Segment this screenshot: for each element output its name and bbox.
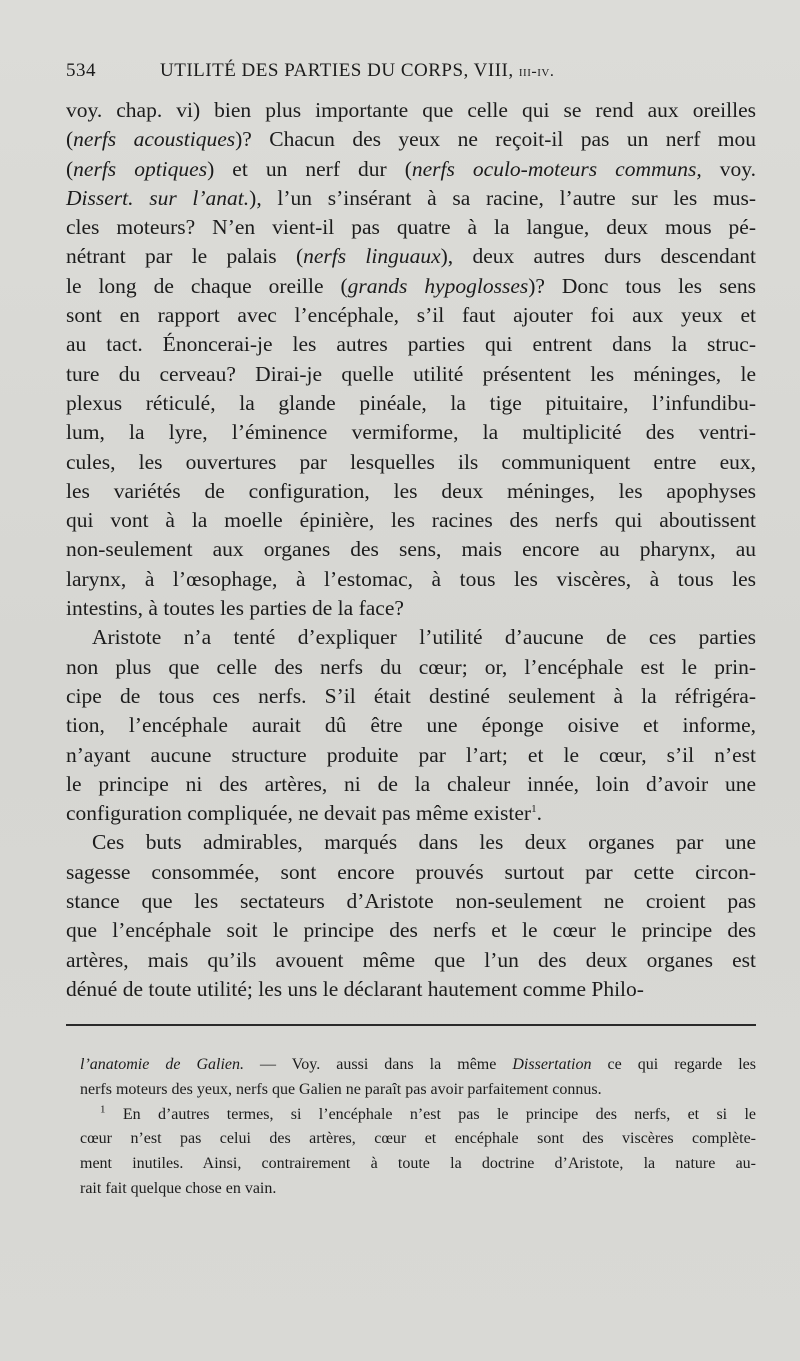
body-line bbox=[66, 448, 756, 477]
text-run: plexus réticulé, la glande pinéale, la tige pituitaire, l’infundibu- bbox=[66, 390, 756, 415]
page-number: 534 bbox=[66, 60, 96, 81]
body-line bbox=[66, 653, 756, 682]
footnotes-line bbox=[80, 1053, 756, 1078]
running-title-roman: iii-iv. bbox=[518, 63, 555, 80]
footnotes-line bbox=[80, 1127, 756, 1152]
italic-text: nerfs linguaux bbox=[303, 244, 441, 269]
text-run: lum, la lyre, l’éminence vermiforme, la multiplicité des ventri- bbox=[66, 420, 756, 445]
text-run: sont en rapport avec l’encéphale, s’il faut ajouter foi aux yeux et bbox=[66, 303, 756, 328]
text-run: ce qui regarde les bbox=[591, 1056, 756, 1073]
body-line bbox=[66, 858, 756, 887]
text-run: larynx, à l’œsophage, à l’estomac, à tous les viscères, à tous les bbox=[66, 566, 756, 591]
main-text bbox=[66, 96, 756, 1004]
body-line bbox=[66, 741, 756, 770]
text-run: stance que les sectateurs d’Aristote non-seulement ne croient pas bbox=[66, 889, 756, 914]
running-title bbox=[160, 60, 554, 82]
footnotes-line bbox=[80, 1103, 756, 1128]
text-run: les variétés de configuration, les deux méninges, les apophyses bbox=[66, 478, 756, 503]
body-line bbox=[66, 360, 756, 389]
italic-text: Dissert. sur l’anat. bbox=[66, 185, 250, 210]
text-run: ), deux autres durs descendant bbox=[440, 244, 756, 269]
text-run: le long de chaque oreille ( bbox=[66, 273, 348, 298]
text-run: ( bbox=[66, 156, 74, 181]
text-run: que l’encéphale soit le principe des nerfs et le cœur le principe des bbox=[66, 918, 756, 943]
body-line bbox=[66, 711, 756, 740]
text-run: rait fait quelque chose en vain. bbox=[80, 1179, 277, 1197]
body-line bbox=[66, 418, 756, 447]
text-run: voy. bbox=[701, 156, 757, 181]
body-line bbox=[66, 916, 756, 945]
body-line bbox=[66, 887, 756, 916]
footnote-marker: 1 bbox=[100, 1103, 106, 1116]
body-line bbox=[66, 125, 756, 154]
italic-text: l’anatomie de Galien. bbox=[80, 1056, 245, 1073]
text-run: Aristote n’a tenté d’expliquer l’utilité d’aucune de ces parties bbox=[92, 625, 756, 650]
body-line bbox=[66, 242, 756, 271]
text-run: non plus que celle des nerfs du cœur; or, l’encéphale est le prin- bbox=[66, 654, 756, 679]
body-line bbox=[66, 799, 756, 828]
text-run: ment inutiles. Ainsi, contrairement à toute la doctrine d’Aristote, la nature au- bbox=[80, 1155, 756, 1173]
text-run: — Voy. aussi dans la même bbox=[244, 1056, 513, 1073]
text-run: . bbox=[536, 801, 542, 826]
body-line bbox=[66, 272, 756, 301]
text-run: qui vont à la moelle épinière, les racines des nerfs qui aboutissent bbox=[66, 508, 756, 533]
footnote-rule bbox=[66, 1024, 756, 1026]
text-run: cœur n’est pas celui des artères, cœur et encéphale sont des viscères complète- bbox=[80, 1130, 756, 1148]
body-line bbox=[66, 770, 756, 799]
text-run: )? Donc tous les sens bbox=[528, 273, 756, 298]
body-line bbox=[66, 155, 756, 184]
footnotes-line bbox=[80, 1177, 756, 1202]
text-run: cules, les ouvertures par lesquelles ils communiquent entre eux, bbox=[66, 449, 756, 474]
text-run: En d’autres termes, si l’encéphale n’est pas le principe des nerfs, et si le bbox=[105, 1105, 756, 1123]
text-run: configuration compliquée, ne devait pas même exister bbox=[66, 801, 532, 826]
text-run: sagesse consommée, sont encore prouvés surtout par cette circon- bbox=[66, 859, 756, 884]
italic-text: nerfs optiques bbox=[73, 156, 208, 181]
text-run: cipe de tous ces nerfs. S’il était destiné seulement à la réfrigéra- bbox=[66, 683, 756, 708]
body-line bbox=[66, 828, 756, 857]
running-head bbox=[66, 60, 756, 90]
text-run: nétrant par le palais ( bbox=[66, 244, 304, 269]
italic-text: Dissertation bbox=[512, 1056, 592, 1073]
text-run: n’ayant aucune structure produite par l’art; et le cœur, s’il n’est bbox=[66, 742, 756, 767]
running-title-text: UTILITÉ DES PARTIES DU CORPS, VIII, bbox=[160, 60, 519, 81]
text-run: ture du cerveau? Dirai-je quelle utilité présentent les méninges, le bbox=[66, 361, 756, 386]
body-line bbox=[66, 535, 756, 564]
body-line bbox=[66, 594, 756, 623]
body-line bbox=[66, 682, 756, 711]
text-run: tion, l’encéphale aurait dû être une éponge oisive et informe, bbox=[66, 713, 756, 738]
text-run: voy. chap. vi) bien plus importante que celle qui se rend aux oreilles bbox=[66, 98, 756, 122]
body-line bbox=[66, 301, 756, 330]
body-line bbox=[66, 623, 756, 652]
text-run: le principe ni des artères, ni de la chaleur innée, loin d’avoir une bbox=[66, 771, 756, 796]
footnote-marker: 1 bbox=[531, 802, 537, 815]
footnotes bbox=[80, 1053, 756, 1202]
text-run: ) et un nerf dur ( bbox=[207, 156, 412, 181]
body-line bbox=[66, 506, 756, 535]
body-line bbox=[66, 975, 756, 1004]
text-run: )? Chacun des yeux ne reçoit-il pas un nerf mou bbox=[235, 127, 756, 152]
text-run: nerfs moteurs des yeux, nerfs que Galien ne paraît pas avoir parfaitement connus. bbox=[80, 1080, 602, 1098]
italic-text: nerfs oculo-moteurs communs, bbox=[411, 156, 702, 181]
text-run: intestins, à toutes les parties de la face? bbox=[66, 596, 404, 621]
text-run: artères, mais qu’ils avouent même que l’un des deux organes est bbox=[66, 947, 756, 972]
body-line bbox=[66, 330, 756, 359]
body-line bbox=[66, 565, 756, 594]
footnotes-line bbox=[80, 1078, 756, 1103]
body-line bbox=[66, 477, 756, 506]
body-line bbox=[66, 96, 756, 125]
text-run: dénué de toute utilité; les uns le déclarant hautement comme Philo- bbox=[66, 976, 644, 1001]
body-line bbox=[66, 213, 756, 242]
body-line bbox=[66, 184, 756, 213]
text-run: Ces buts admirables, marqués dans les deux organes par une bbox=[92, 830, 756, 855]
body-line bbox=[66, 389, 756, 418]
text-run: non-seulement aux organes des sens, mais encore au pharynx, au bbox=[66, 537, 756, 562]
text-run: ), l’un s’insérant à sa racine, l’autre sur les mus- bbox=[249, 185, 756, 210]
text-run: ( bbox=[66, 127, 74, 152]
body-line bbox=[66, 946, 756, 975]
footnotes-line bbox=[80, 1152, 756, 1177]
italic-text: grands hypoglosses bbox=[347, 273, 529, 298]
text-run: cles moteurs? N’en vient-il pas quatre à la langue, deux mous pé- bbox=[66, 215, 756, 240]
italic-text: nerfs acoustiques bbox=[73, 127, 236, 152]
text-run: au tact. Énoncerai-je les autres parties qui entrent dans la struc- bbox=[66, 332, 756, 357]
